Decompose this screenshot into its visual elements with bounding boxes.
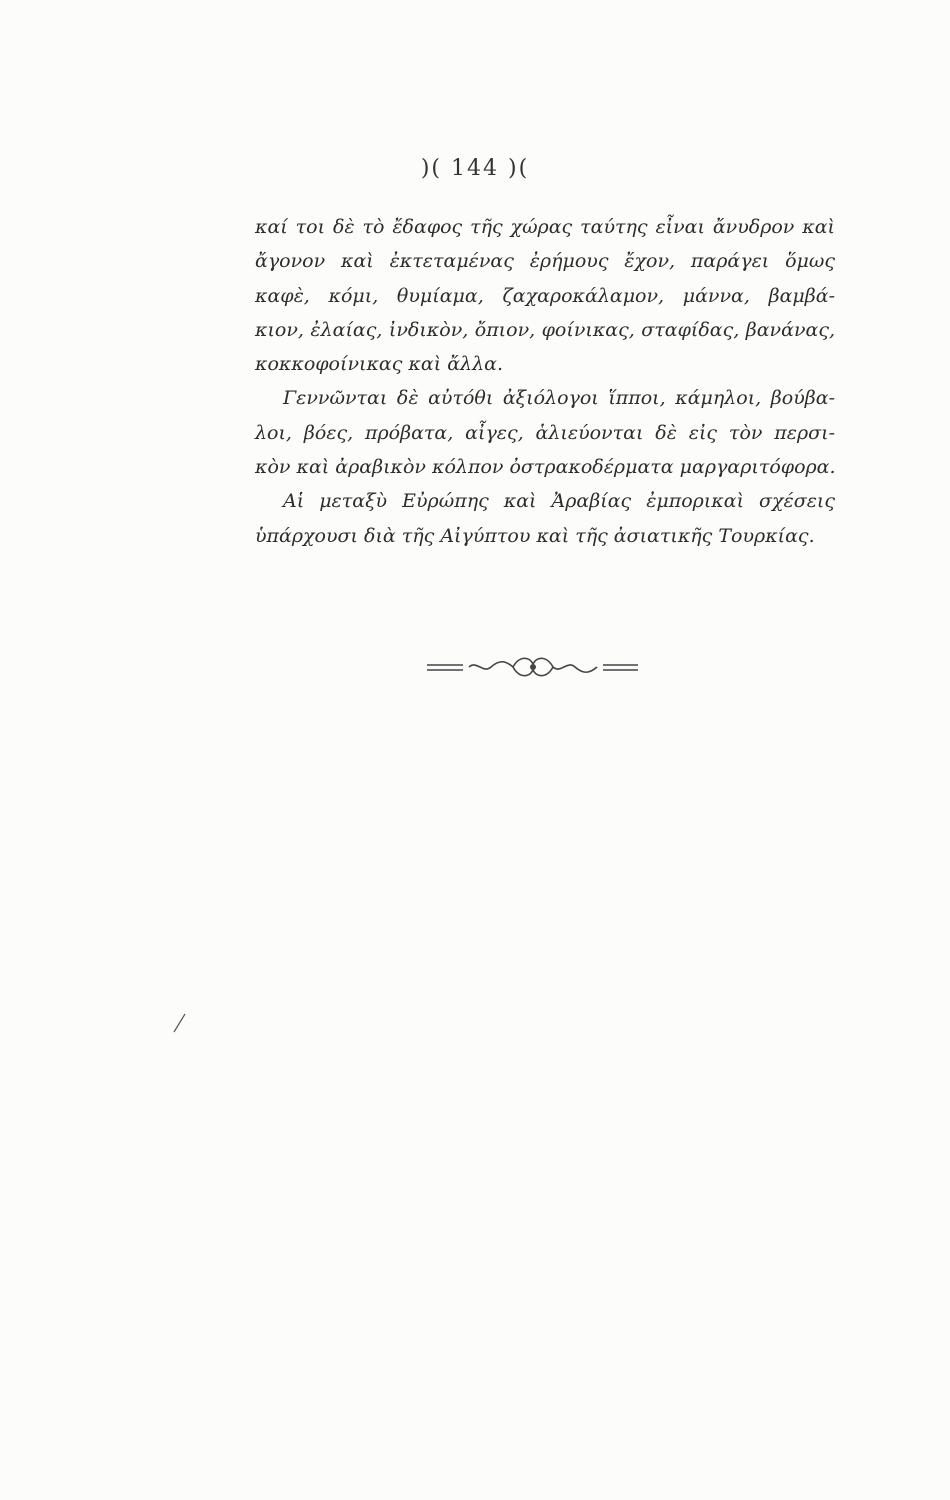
text-line-2: ἄγονον καὶ ἐκτεταμένας ἐρήμους ἔχον, παράγει ὅμως: [255, 250, 835, 273]
text-line-9: Αἱ μεταξὺ Εὐρώπης καὶ Ἀραβίας ἐμπορικαὶ σχέσεις: [283, 490, 835, 513]
text-line-7: λοι, βόες, πρόβατα, αἶγες, ἁλιεύονται δὲ εἰς τὸν περσι-: [255, 421, 835, 444]
text-line-3: καφὲ, κόμι, θυμίαμα, ζαχαροκάλαμον, μάννα, βαμβά-: [255, 284, 835, 307]
body-text: [255, 210, 835, 553]
text-line-1: καί τοι δὲ τὸ ἔδαφος τῆς χώρας ταύτης εἶναι ἄνυδρον καὶ: [255, 216, 835, 238]
text-line-8: κὸν καὶ ἀραβικὸν κόλπον ὀστρακοδέρματα μαργαριτόφορα.: [255, 456, 836, 479]
page-number: )( 144 )(: [420, 156, 530, 181]
ornament-divider: [425, 652, 640, 682]
text-line-5: κοκκοφοίνικας καὶ ἄλλα.: [255, 353, 503, 376]
stray-pen-mark: [172, 1012, 188, 1034]
text-line-10: ὑπάρχουσι διὰ τῆς Αἰγύπτου καὶ τῆς ἀσιατικῆς Τουρκίας.: [255, 524, 815, 547]
text-line-6: Γεννῶνται δὲ αὐτόθι ἀξιόλογοι ἵπποι, κάμηλοι, βούβα-: [283, 387, 835, 410]
text-line-4: κιον, ἐλαίας, ἰνδικὸν, ὄπιον, φοίνικας, σταφίδας, βανάνας,: [255, 318, 835, 341]
